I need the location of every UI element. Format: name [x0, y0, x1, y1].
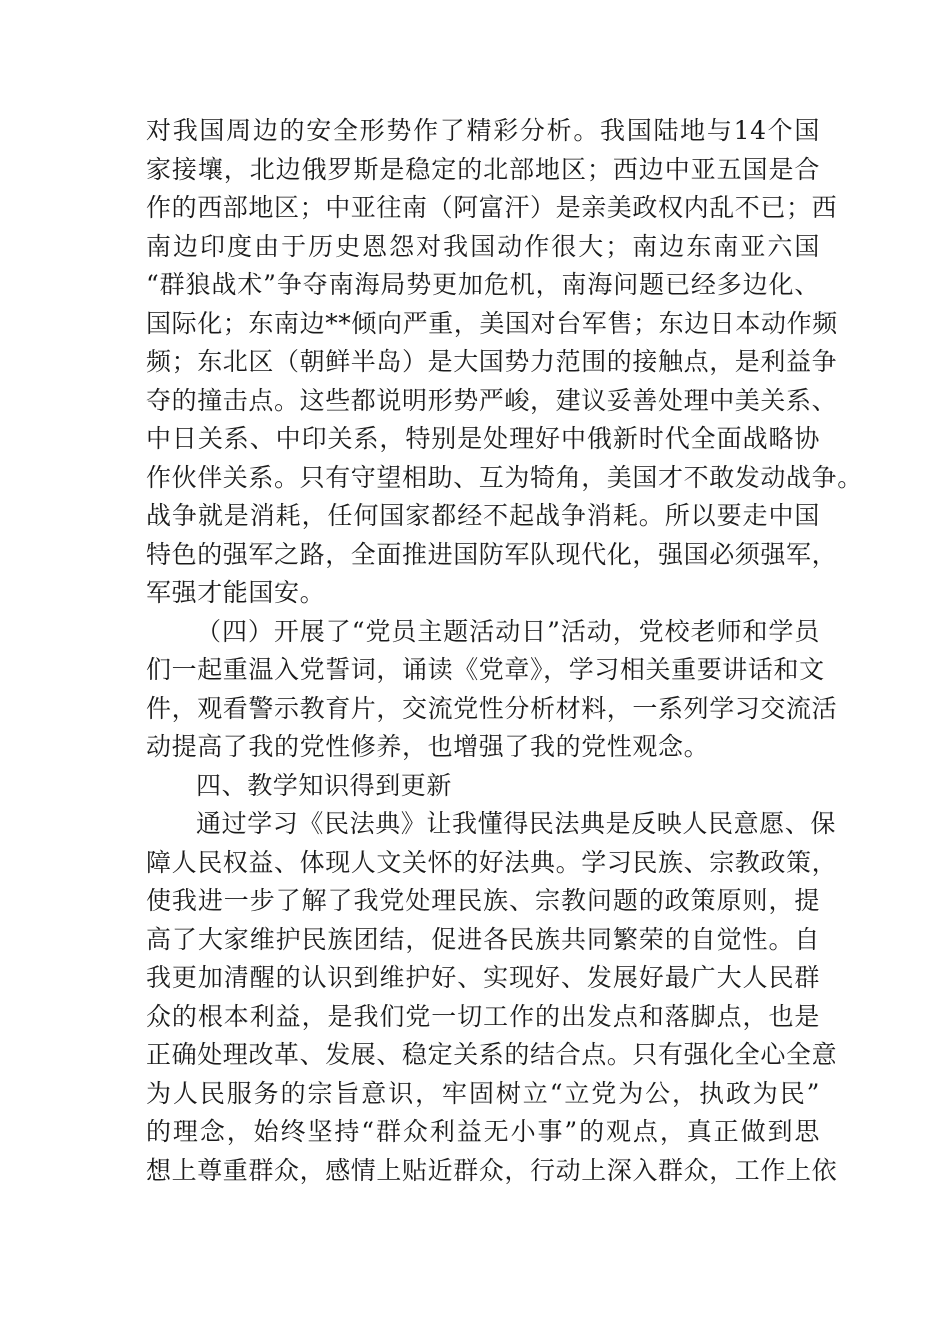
text-line: 作伙伴关系。只有守望相助、互为犄角，美国才不敢发动战争。 — [146, 462, 863, 492]
text-line: 夺的撞击点。这些都说明形势严峻，建议妥善处理中美关系、 — [146, 385, 838, 415]
text-line: 想上尊重群众，感情上贴近群众，行动上深入群众，工作上依 — [146, 1155, 838, 1185]
text-line: 高了大家维护民族团结，促进各民族共同繁荣的自觉性。自 — [146, 924, 820, 954]
text-line: 频；东北区（朝鲜半岛）是大国势力范围的接触点，是利益争 — [146, 347, 838, 376]
text-line: 通过学习《民法典》让我懂得民法典是反映人民意愿、保 — [196, 809, 837, 838]
text-line: 为人民服务的宗旨意识，牢固树立“立党为公，执政为民” — [146, 1078, 820, 1108]
text-line: 障人民权益、体现人文关怀的好法典。学习民族、宗教政策， — [146, 847, 838, 877]
text-line: “群狼战术”争夺南海局势更加危机，南海问题已经多边化、 — [146, 270, 820, 299]
text-line: 南边印度由于历史恩怨对我国动作很大；南边东南亚六国 — [146, 231, 820, 261]
text-line: 件，观看警示教育片，交流党性分析材料，一系列学习交流活 — [146, 693, 838, 723]
text-line: 动提高了我的党性修养，也增强了我的党性观念。 — [146, 732, 710, 761]
paragraph — [146, 805, 838, 1190]
text-line: 家接壤，北边俄罗斯是稳定的北部地区；西边中亚五国是合 — [146, 154, 820, 184]
text-line: 们一起重温入党誓词，诵读《党章》，学习相关重要讲话和文 — [146, 655, 825, 684]
text-line: 我更加清醒的认识到维护好、实现好、发展好最广大人民群 — [146, 963, 820, 992]
text-line: （四）开展了“党员主题活动日”活动，党校老师和学员 — [196, 616, 820, 646]
document-body — [146, 112, 863, 1190]
text-line: 国际化；东南边**倾向严重，美国对台军售；东边日本动作频 — [146, 308, 838, 338]
text-line: 作的西部地区；中亚往南（阿富汗）是亲美政权内乱不已；西 — [146, 193, 838, 222]
paragraph — [146, 767, 820, 806]
text-line: 正确处理改革、发展、稳定关系的结合点。只有强化全心全意 — [146, 1040, 838, 1069]
text-line: 对我国周边的安全形势作了精彩分析。我国陆地与14个国 — [146, 116, 820, 145]
text-line: 众的根本利益，是我们党一切工作的出发点和落脚点，也是 — [146, 1001, 820, 1031]
text-line: 战争就是消耗，任何国家都经不起战争消耗。所以要走中国 — [146, 501, 820, 530]
text-line: 使我进一步了解了我党处理民族、宗教问题的政策原则，提 — [146, 886, 820, 915]
paragraph — [146, 613, 838, 767]
text-line: 四、教学知识得到更新 — [196, 770, 453, 800]
text-line: 中日关系、中印关系，特别是处理好中俄新时代全面战略协 — [146, 424, 820, 453]
paragraph — [146, 112, 863, 613]
text-line: 的理念，始终坚持“群众利益无小事”的观点，真正做到思 — [146, 1117, 820, 1146]
text-line: 特色的强军之路，全面推进国防军队现代化，强国必须强军， — [146, 539, 838, 569]
text-line: 军强才能国安。 — [146, 578, 326, 607]
